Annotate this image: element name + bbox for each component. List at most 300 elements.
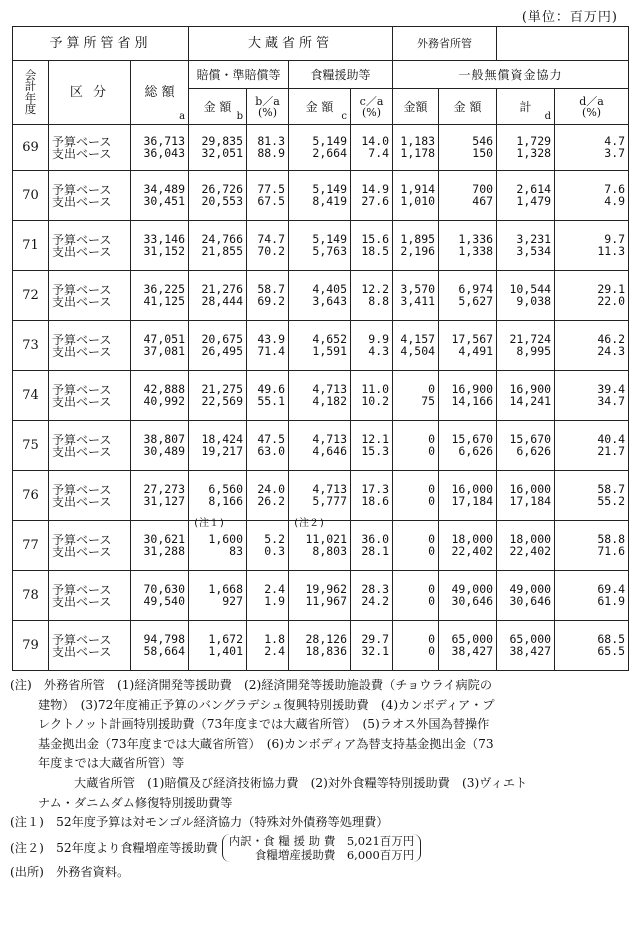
header-mof: 大蔵省所管 <box>189 27 393 61</box>
reparations-amount-actual: 83 <box>229 543 244 558</box>
reparations-amount <box>189 221 247 271</box>
grant-total <box>497 125 555 171</box>
fiscal-year: 78 <box>13 571 49 621</box>
grant-mof-amount <box>439 125 497 171</box>
reparations-ratio <box>247 321 289 371</box>
grant-mof-amount <box>439 171 497 221</box>
food-aid-amount <box>289 321 351 371</box>
row-category <box>49 521 131 571</box>
row-category <box>49 321 131 371</box>
grant-ratio-actual: 55.2 <box>597 493 626 508</box>
reparations-amount-actual: 927 <box>222 593 244 608</box>
reparations-amount-budget: 6,560 <box>208 482 244 496</box>
food-aid-ratio-actual: 32.1 <box>361 643 390 658</box>
grant-total-actual: 1,328 <box>516 145 552 160</box>
row-category <box>49 571 131 621</box>
food-aid-ratio <box>351 521 393 571</box>
grant-mofa-amount-actual: 0 <box>428 643 436 658</box>
reparations-ratio <box>247 125 289 171</box>
reparations-amount <box>189 421 247 471</box>
table-row <box>13 321 629 371</box>
table-row <box>13 621 629 671</box>
grant-total <box>497 171 555 221</box>
grant-total <box>497 371 555 421</box>
total-amount <box>131 521 189 571</box>
note-1-line-3: レクトノット計画特別援助費（73年度までは大蔵省所管） (5)ラオス外国為替操作 <box>38 717 490 732</box>
total-amount-budget: 42,888 <box>143 382 186 396</box>
grant-ratio <box>555 471 629 521</box>
total-amount-actual: 58,664 <box>143 643 186 658</box>
grant-total <box>497 421 555 471</box>
row-category <box>49 621 131 671</box>
reparations-ratio-budget: 47.5 <box>257 432 286 446</box>
reparations-ratio <box>247 621 289 671</box>
reparations-ratio-actual: 71.4 <box>257 343 286 358</box>
grant-total-budget: 49,000 <box>509 582 552 596</box>
reparations-ratio-actual: 88.9 <box>257 145 286 160</box>
food-aid-amount <box>289 518 351 571</box>
grant-mof-amount-budget: 65,000 <box>451 632 494 646</box>
row-category-budget: 予算ベース <box>52 632 112 647</box>
food-aid-amount-actual: 18,836 <box>305 643 348 658</box>
grant-mof-amount-actual: 1,338 <box>458 243 494 258</box>
total-amount-actual: 30,451 <box>143 193 186 208</box>
food-aid-ratio-actual: 4.3 <box>368 343 390 358</box>
note-1-line-2: 建物） (3)72年度補正予算のバングラデシュ復興特別援助費 (4)カンボディア・プ <box>38 697 495 712</box>
grant-mof-amount-actual: 5,627 <box>458 293 494 308</box>
food-aid-ratio-actual: 10.2 <box>361 393 390 408</box>
total-amount-actual: 31,288 <box>143 543 186 558</box>
food-aid-ratio-budget: 12.1 <box>361 432 390 446</box>
grant-mofa-amount-actual: 0 <box>428 543 436 558</box>
food-aid-amount <box>289 221 351 271</box>
grant-mof-amount <box>439 321 497 371</box>
total-amount-actual: 41,125 <box>143 293 186 308</box>
grant-total-actual: 1,479 <box>516 193 552 208</box>
row-category-budget: 予算ベース <box>52 182 112 197</box>
reparations-amount-actual: 20,553 <box>201 193 244 208</box>
food-aid-amount-budget: 4,713 <box>312 382 348 396</box>
header-ratio-da <box>555 89 629 125</box>
fiscal-year: 77 <box>13 521 49 571</box>
total-amount <box>131 471 189 521</box>
total-amount-budget: 47,051 <box>143 332 186 346</box>
food-aid-ratio <box>351 171 393 221</box>
grant-ratio-budget: 4.7 <box>604 134 626 148</box>
food-aid-amount <box>289 421 351 471</box>
ratio-da-label: d／a <box>579 94 604 108</box>
grant-mofa-amount-budget: 1,183 <box>400 134 436 148</box>
grant-total <box>497 321 555 371</box>
row-category <box>49 125 131 171</box>
row-category-actual: 支出ベース <box>52 194 112 209</box>
grant-total-actual: 30,646 <box>509 593 552 608</box>
grant-mof-amount <box>439 471 497 521</box>
fiscal-year: 79 <box>13 621 49 671</box>
grant-ratio-budget: 58.8 <box>597 532 626 546</box>
grant-total <box>497 271 555 321</box>
reparations-amount <box>189 471 247 521</box>
food-aid-amount-budget: 28,126 <box>305 632 348 646</box>
header-amount-label: 金 額 <box>305 99 334 114</box>
grant-total-actual: 14,241 <box>509 393 552 408</box>
row-category <box>49 421 131 471</box>
food-aid-amount-actual: 4,182 <box>312 393 348 408</box>
food-aid-amount-actual: 1,591 <box>312 343 348 358</box>
reparations-ratio <box>247 471 289 521</box>
header-amount-c <box>289 89 351 125</box>
food-aid-ratio <box>351 271 393 321</box>
grant-ratio-budget: 39.4 <box>597 382 626 396</box>
food-aid-ratio-actual: 15.3 <box>361 443 390 458</box>
food-aid-ratio-budget: 11.0 <box>361 382 390 396</box>
food-aid-ratio-budget: 28.3 <box>361 582 390 596</box>
food-aid-amount <box>289 371 351 421</box>
header-amount-m2: 金 額 <box>439 89 497 125</box>
header-mofa: 外務省所管 <box>393 27 497 61</box>
grant-mof-amount <box>439 271 497 321</box>
reparations-ratio-actual: 63.0 <box>257 443 286 458</box>
total-amount <box>131 371 189 421</box>
grant-total-budget: 15,670 <box>509 432 552 446</box>
note-3-label: (注２) 52年度より食糧増産等援助費 <box>10 840 218 855</box>
total-amount-budget: 70,630 <box>143 582 186 596</box>
food-aid-ratio <box>351 221 393 271</box>
table-row <box>13 271 629 321</box>
table-row <box>13 221 629 271</box>
total-amount-actual: 49,540 <box>143 593 186 608</box>
food-aid-ratio-actual: 18.5 <box>361 243 390 258</box>
reparations-ratio-actual: 2.4 <box>264 643 286 658</box>
grant-mof-amount-actual: 38,427 <box>451 643 494 658</box>
grant-mofa-amount-actual: 0 <box>428 443 436 458</box>
note-1-line-6: 大蔵省所管 (1)賠償及び経済技術協力費 (2)対外食糧等特別援助費 (3)ヴィエト <box>74 775 528 790</box>
row-category-actual: 支出ベース <box>52 594 112 609</box>
grant-mofa-amount <box>393 371 439 421</box>
total-amount <box>131 271 189 321</box>
grant-ratio-actual: 22.0 <box>597 293 626 308</box>
row-category-budget: 予算ベース <box>52 232 112 247</box>
reparations-ratio <box>247 571 289 621</box>
food-aid-ratio-actual: 28.1 <box>361 543 390 558</box>
header-amount-b <box>189 89 247 125</box>
grant-ratio <box>555 321 629 371</box>
pct-label: (%) <box>582 105 602 119</box>
header-category: 区 分 <box>49 61 131 125</box>
grant-mofa-amount-budget: 0 <box>428 432 436 446</box>
grant-mof-amount-budget: 1,336 <box>458 232 494 246</box>
grant-mofa-amount-budget: 4,157 <box>400 332 436 346</box>
reparations-amount-budget: 1,600 <box>208 532 244 546</box>
grant-mof-amount-budget: 18,000 <box>451 532 494 546</box>
food-aid-ratio-budget: 36.0 <box>361 532 390 546</box>
row-category-budget: 予算ベース <box>52 532 112 547</box>
header-sub-b: b <box>236 111 244 122</box>
reparations-amount-budget: 26,726 <box>201 182 244 196</box>
total-amount-budget: 34,489 <box>143 182 186 196</box>
grant-ratio-actual: 11.3 <box>597 243 626 258</box>
food-aid-ratio <box>351 371 393 421</box>
reparations-amount-budget: 1,672 <box>208 632 244 646</box>
note-1-mark: (注１) <box>193 518 226 529</box>
food-aid-amount <box>289 125 351 171</box>
reparations-amount <box>189 518 247 571</box>
note-1-line-4: 基金拠出金（73年度までは大蔵省所管） (6)カンボディア為替支持基金拠出金（73 <box>38 736 494 751</box>
reparations-amount-actual: 32,051 <box>201 145 244 160</box>
total-amount-budget: 94,798 <box>143 632 186 646</box>
grant-total-budget: 16,000 <box>509 482 552 496</box>
food-aid-ratio-actual: 18.6 <box>361 493 390 508</box>
header-reparations: 賠償・準賠償等 <box>189 61 289 89</box>
food-aid-amount <box>289 621 351 671</box>
reparations-ratio <box>247 371 289 421</box>
grant-total-budget: 16,900 <box>509 382 552 396</box>
food-aid-amount-actual: 5,777 <box>312 493 348 508</box>
food-aid-amount-budget: 5,149 <box>312 134 348 148</box>
grant-total <box>497 471 555 521</box>
total-amount-budget: 30,621 <box>143 532 186 546</box>
reparations-ratio-budget: 5.2 <box>264 532 286 546</box>
grant-mof-amount-actual: 150 <box>472 145 494 160</box>
reparations-ratio-actual: 67.5 <box>257 193 286 208</box>
row-category-actual: 支出ベース <box>52 244 112 259</box>
grant-ratio <box>555 271 629 321</box>
total-amount-budget: 38,807 <box>143 432 186 446</box>
grant-mofa-amount <box>393 221 439 271</box>
reparations-amount-actual: 1,401 <box>208 643 244 658</box>
grant-ratio-actual: 21.7 <box>597 443 626 458</box>
table-row <box>13 421 629 471</box>
grant-mof-amount <box>439 571 497 621</box>
grant-ratio-actual: 3.7 <box>604 145 626 160</box>
grant-total-budget: 18,000 <box>509 532 552 546</box>
food-aid-amount <box>289 171 351 221</box>
note-1-line-7: ナム・ダニムダム修復特別援助費等 <box>38 795 233 810</box>
row-category-budget: 予算ベース <box>52 482 112 497</box>
header-grant-aid: 一般無償資金協力 <box>393 61 629 89</box>
grant-total-actual: 6,626 <box>516 443 552 458</box>
grant-ratio-budget: 68.5 <box>597 632 626 646</box>
grant-total-actual: 9,038 <box>516 293 552 308</box>
grant-mofa-amount-actual: 75 <box>421 393 436 408</box>
reparations-ratio-actual: 0.3 <box>264 543 286 558</box>
reparations-amount-actual: 26,495 <box>201 343 244 358</box>
grant-ratio <box>555 571 629 621</box>
header-total-sub: a <box>179 111 186 122</box>
reparations-amount <box>189 371 247 421</box>
total-amount-actual: 37,081 <box>143 343 186 358</box>
reparations-ratio-budget: 49.6 <box>257 382 286 396</box>
food-aid-ratio-budget: 29.7 <box>361 632 390 646</box>
food-aid-ratio-budget: 17.3 <box>361 482 390 496</box>
table-row <box>13 521 629 571</box>
reparations-ratio <box>247 171 289 221</box>
total-amount <box>131 321 189 371</box>
grant-mofa-amount-budget: 0 <box>428 582 436 596</box>
total-amount <box>131 621 189 671</box>
header-year-char: 度 <box>24 102 37 116</box>
reparations-amount-actual: 19,217 <box>201 443 244 458</box>
header-sub-d: d <box>544 111 552 122</box>
reparations-ratio <box>247 221 289 271</box>
food-aid-ratio <box>351 421 393 471</box>
note-3-breakdown-1: 内訳・食 糧 援 助 費 5,021百万円 <box>228 834 415 849</box>
grant-mof-amount-budget: 16,900 <box>451 382 494 396</box>
total-amount <box>131 125 189 171</box>
grant-total <box>497 621 555 671</box>
food-aid-amount-actual: 3,643 <box>312 293 348 308</box>
grant-ratio <box>555 125 629 171</box>
header-sum-d <box>497 89 555 125</box>
food-aid-amount-budget: 4,713 <box>312 432 348 446</box>
food-aid-ratio-budget: 15.6 <box>361 232 390 246</box>
food-aid-ratio-actual: 27.6 <box>361 193 390 208</box>
grant-ratio <box>555 221 629 271</box>
row-category-actual: 支出ベース <box>52 644 112 659</box>
grant-mofa-amount <box>393 125 439 171</box>
reparations-ratio <box>247 271 289 321</box>
reparations-ratio <box>247 521 289 571</box>
grant-total-actual: 17,184 <box>509 493 552 508</box>
grant-mofa-amount-actual: 0 <box>428 593 436 608</box>
reparations-ratio-budget: 77.5 <box>257 182 286 196</box>
fiscal-year: 72 <box>13 271 49 321</box>
row-category-budget: 予算ベース <box>52 382 112 397</box>
total-amount-actual: 36,043 <box>143 145 186 160</box>
grant-mof-amount <box>439 221 497 271</box>
total-amount-budget: 27,273 <box>143 482 186 496</box>
grant-total-actual: 8,995 <box>516 343 552 358</box>
grant-ratio-budget: 46.2 <box>597 332 626 346</box>
aid-table <box>12 26 629 671</box>
total-amount-budget: 36,225 <box>143 282 186 296</box>
food-aid-amount-actual: 5,763 <box>312 243 348 258</box>
source-note: (出所) 外務省資料。 <box>10 864 130 879</box>
grant-ratio <box>555 171 629 221</box>
row-category-actual: 支出ベース <box>52 394 112 409</box>
reparations-amount-budget: 21,276 <box>201 282 244 296</box>
food-aid-amount-budget: 11,021 <box>305 532 348 546</box>
food-aid-amount <box>289 271 351 321</box>
row-category-budget: 予算ベース <box>52 282 112 297</box>
grant-mofa-amount-budget: 1,914 <box>400 182 436 196</box>
total-amount-actual: 31,127 <box>143 493 186 508</box>
total-amount <box>131 571 189 621</box>
grant-ratio-budget: 58.7 <box>597 482 626 496</box>
reparations-amount <box>189 125 247 171</box>
grant-ratio-budget: 7.6 <box>604 182 626 196</box>
total-amount-actual: 31,152 <box>143 243 186 258</box>
table-row <box>13 471 629 521</box>
header-food-aid: 食糧援助等 <box>289 61 393 89</box>
grant-total-budget: 65,000 <box>509 632 552 646</box>
pct-label: (%) <box>258 105 278 119</box>
grant-ratio-actual: 24.3 <box>597 343 626 358</box>
grant-mofa-amount-actual: 1,178 <box>400 145 436 160</box>
header-blank <box>497 27 629 61</box>
grant-total-actual: 38,427 <box>509 643 552 658</box>
food-aid-ratio-actual: 24.2 <box>361 593 390 608</box>
reparations-ratio-actual: 1.9 <box>264 593 286 608</box>
reparations-ratio-budget: 24.0 <box>257 482 286 496</box>
food-aid-amount-actual: 8,803 <box>312 543 348 558</box>
grant-ratio-actual: 61.9 <box>597 593 626 608</box>
header-budget-dept: 予算所管省別 <box>13 27 189 61</box>
grant-total-budget: 1,729 <box>516 134 552 148</box>
reparations-amount-budget: 18,424 <box>201 432 244 446</box>
fiscal-year: 70 <box>13 171 49 221</box>
grant-mof-amount <box>439 421 497 471</box>
grant-mofa-amount <box>393 571 439 621</box>
row-category-budget: 予算ベース <box>52 134 112 149</box>
note-3 <box>10 833 630 863</box>
grant-ratio-budget: 9.7 <box>604 232 626 246</box>
fiscal-year: 73 <box>13 321 49 371</box>
grant-total-budget: 2,614 <box>516 182 552 196</box>
food-aid-amount-actual: 11,967 <box>305 593 348 608</box>
ratio-ca-label: c／a <box>359 94 384 108</box>
food-aid-amount <box>289 471 351 521</box>
total-amount-actual: 40,992 <box>143 393 186 408</box>
reparations-amount-budget: 24,766 <box>201 232 244 246</box>
header-amount-m1: 金額 <box>393 89 439 125</box>
grant-mof-amount-budget: 16,000 <box>451 482 494 496</box>
reparations-amount-actual: 21,855 <box>201 243 244 258</box>
grant-mofa-amount <box>393 171 439 221</box>
grant-total-budget: 21,724 <box>509 332 552 346</box>
grant-mofa-amount-budget: 3,570 <box>400 282 436 296</box>
grant-total-budget: 3,231 <box>516 232 552 246</box>
food-aid-amount-budget: 4,405 <box>312 282 348 296</box>
header-year-char: 計 <box>24 79 37 93</box>
grant-mofa-amount-budget: 0 <box>428 532 436 546</box>
row-category <box>49 171 131 221</box>
note-1-line-5: 年度までは大蔵省所管）等 <box>38 756 185 771</box>
fiscal-year: 71 <box>13 221 49 271</box>
reparations-amount <box>189 571 247 621</box>
grant-ratio <box>555 621 629 671</box>
reparations-amount-actual: 22,569 <box>201 393 244 408</box>
total-amount-budget: 36,713 <box>143 134 186 148</box>
reparations-amount <box>189 321 247 371</box>
reparations-amount-budget: 21,275 <box>201 382 244 396</box>
header-sub-c: c <box>341 111 348 122</box>
table-row <box>13 171 629 221</box>
grant-mof-amount-budget: 546 <box>472 134 494 148</box>
notes-section <box>10 676 630 882</box>
reparations-ratio-budget: 74.7 <box>257 232 286 246</box>
food-aid-ratio <box>351 571 393 621</box>
reparations-amount-actual: 28,444 <box>201 293 244 308</box>
reparations-ratio-budget: 43.9 <box>257 332 286 346</box>
reparations-ratio <box>247 421 289 471</box>
note-2-mark: (注２) <box>293 518 326 529</box>
grant-mofa-amount <box>393 621 439 671</box>
header-ratio-ca <box>351 89 393 125</box>
food-aid-ratio-actual: 7.4 <box>368 145 390 160</box>
grant-ratio <box>555 421 629 471</box>
grant-mof-amount-budget: 49,000 <box>451 582 494 596</box>
total-amount <box>131 171 189 221</box>
reparations-amount-budget: 29,835 <box>201 134 244 148</box>
table-row <box>13 371 629 421</box>
grant-mof-amount <box>439 521 497 571</box>
grant-mofa-amount-actual: 1,010 <box>400 193 436 208</box>
row-category <box>49 221 131 271</box>
reparations-ratio-actual: 70.2 <box>257 243 286 258</box>
grant-mof-amount-budget: 15,670 <box>451 432 494 446</box>
header-total-label: 総 額 <box>144 85 175 100</box>
